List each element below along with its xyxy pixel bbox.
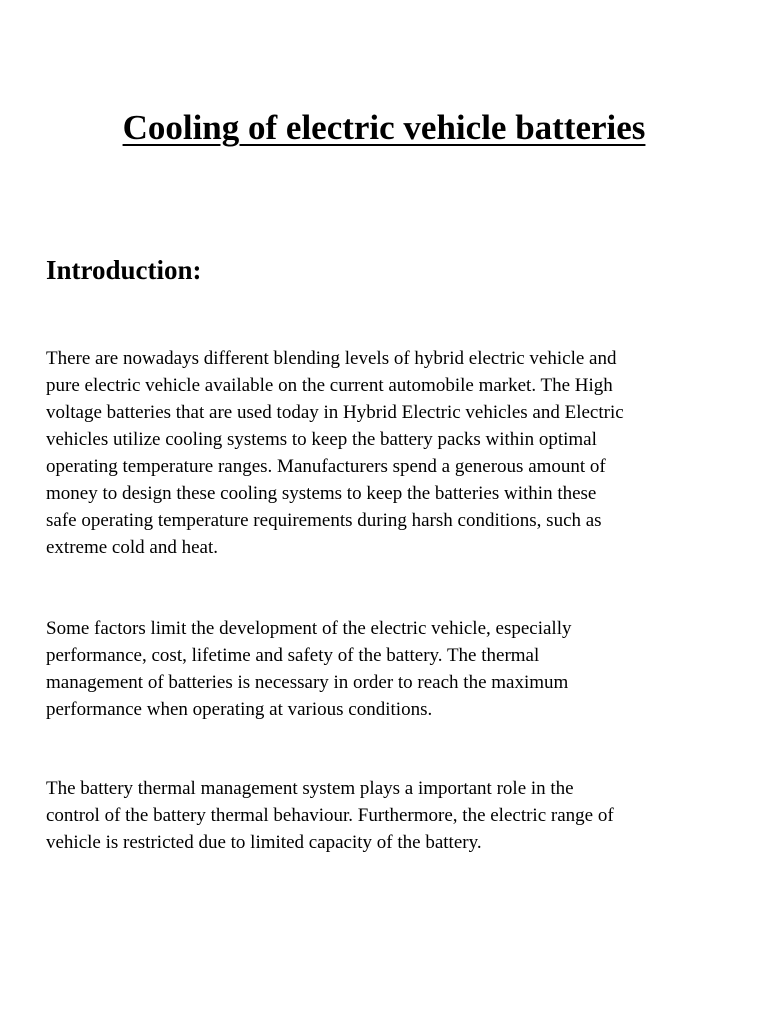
paragraph-line: money to design these cooling systems to keep the batteries within these xyxy=(46,483,597,504)
paragraph-1 xyxy=(46,345,736,561)
paragraph-3 xyxy=(46,775,736,856)
paragraph-line: vehicle is restricted due to limited capacity of the battery. xyxy=(46,832,482,853)
paragraph-line: The battery thermal management system plays a important role in the xyxy=(46,778,574,799)
paragraph-line: There are nowadays different blending levels of hybrid electric vehicle and xyxy=(46,348,617,369)
paragraph-line: safe operating temperature requirements during harsh conditions, such as xyxy=(46,510,602,531)
paragraph-line: performance, cost, lifetime and safety of the battery. The thermal xyxy=(46,645,540,666)
paragraph-line: control of the battery thermal behaviour. Furthermore, the electric range of xyxy=(46,805,614,826)
paragraph-line: extreme cold and heat. xyxy=(46,537,218,558)
paragraph-line: management of batteries is necessary in order to reach the maximum xyxy=(46,672,569,693)
paragraph-line: voltage batteries that are used today in Hybrid Electric vehicles and Electric xyxy=(46,402,624,423)
paragraph-line: vehicles utilize cooling systems to keep the battery packs within optimal xyxy=(46,429,597,450)
document-title: Cooling of electric vehicle batteries xyxy=(122,108,646,147)
paragraph-line: operating temperature ranges. Manufacturers spend a generous amount of xyxy=(46,456,606,477)
section-heading-introduction: Introduction: xyxy=(46,255,202,285)
paragraph-line: Some factors limit the development of the electric vehicle, especially xyxy=(46,618,572,639)
paragraph-2 xyxy=(46,615,736,723)
paragraph-line: performance when operating at various conditions. xyxy=(46,699,433,720)
paragraph-line: pure electric vehicle available on the current automobile market. The High xyxy=(46,375,613,396)
